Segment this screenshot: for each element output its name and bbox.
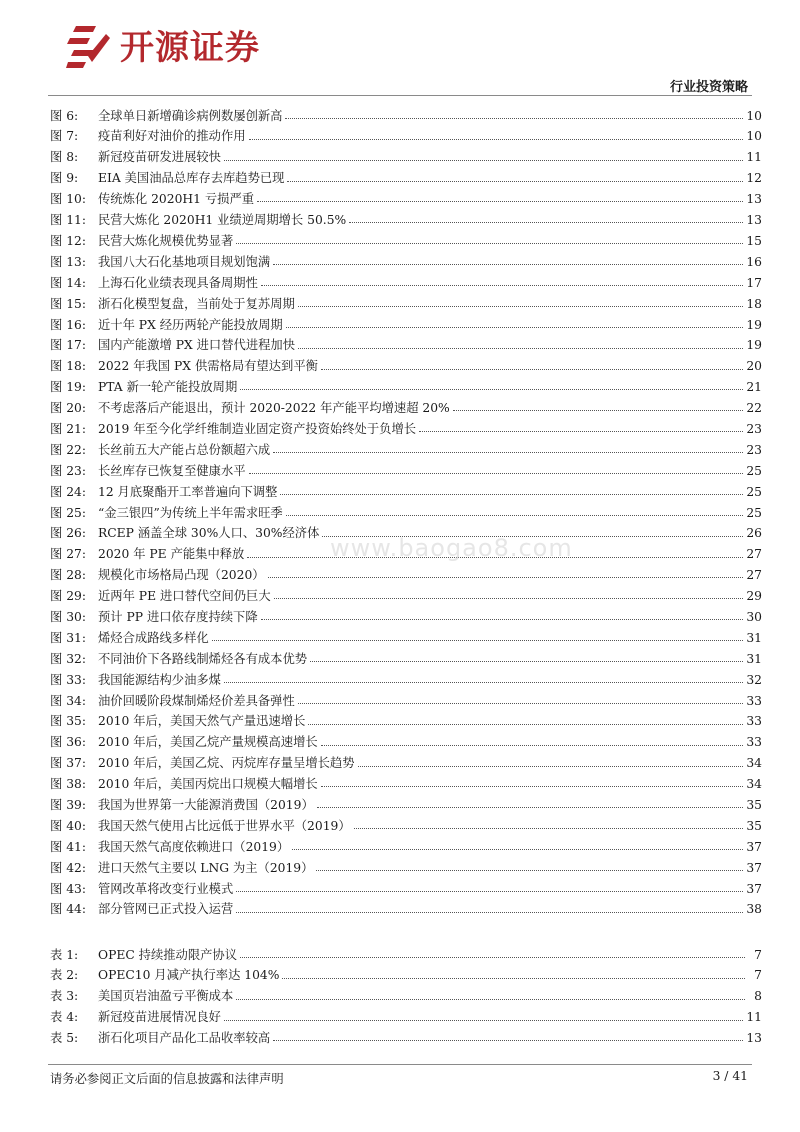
dot-leader: [287, 181, 743, 182]
entry-label: 图 22:: [50, 442, 86, 457]
entry-label: 表 2:: [50, 968, 79, 983]
figure-toc-entry[interactable]: [50, 581, 762, 602]
entry-title[interactable]: 上海石化业绩表现具备周期性: [98, 275, 258, 290]
dot-leader: [273, 264, 743, 265]
entry-title[interactable]: 烯烃合成路线多样化: [98, 630, 209, 645]
entry-label: 图 44:: [50, 902, 86, 917]
brand-name: 开源证券: [120, 28, 260, 68]
entry-page-number[interactable]: 33: [746, 735, 762, 750]
dot-leader: [282, 978, 745, 979]
figure-list: [50, 101, 762, 916]
entry-label: 图 6:: [50, 108, 79, 123]
entry-label: 图 30:: [50, 609, 86, 624]
figure-toc-entry[interactable]: [50, 602, 762, 623]
page-header: [0, 0, 800, 95]
entry-label: 图 18:: [50, 359, 86, 374]
entry-page-number[interactable]: 13: [746, 1031, 762, 1046]
entry-title[interactable]: 管网改革将改变行业模式: [98, 881, 234, 896]
entry-title[interactable]: 2019 年至今化学纤维制造业固定资产投资始终处于负增长: [98, 421, 417, 436]
entry-page-number[interactable]: 37: [746, 881, 762, 896]
entry-page-number[interactable]: 8: [754, 989, 762, 1004]
entry-page-number[interactable]: 35: [746, 797, 762, 812]
entry-title[interactable]: 浙石化项目产品化工品收率较高: [98, 1031, 271, 1046]
entry-title[interactable]: PTA 新一轮产能投放周期: [98, 380, 238, 395]
entry-page-number[interactable]: 35: [746, 818, 762, 833]
logo-mark-icon: [66, 22, 110, 68]
entry-label: 图 31:: [50, 630, 86, 645]
dot-leader: [322, 536, 743, 537]
dot-leader: [257, 201, 743, 202]
figure-toc-entry[interactable]: [50, 770, 762, 791]
figure-toc-entry[interactable]: [50, 498, 762, 519]
figure-toc-entry[interactable]: [50, 164, 762, 185]
dot-leader: [354, 828, 744, 829]
entry-page-number[interactable]: 21: [746, 380, 762, 395]
entry-label: 表 1:: [50, 947, 79, 962]
figure-toc-entry[interactable]: [50, 289, 762, 310]
dot-leader: [224, 1020, 743, 1021]
dot-leader: [268, 577, 744, 578]
entry-title[interactable]: 美国页岩油盈亏平衡成本: [98, 989, 234, 1004]
dot-leader: [274, 598, 744, 599]
entry-label: 图 40:: [50, 818, 86, 833]
entry-label: 表 3:: [50, 989, 79, 1004]
dot-leader: [261, 619, 744, 620]
entry-page-number[interactable]: 26: [746, 526, 762, 541]
dot-leader: [453, 410, 744, 411]
entry-label: 图 36:: [50, 735, 86, 750]
dot-leader: [349, 222, 743, 223]
dot-leader: [298, 306, 744, 307]
entry-page-number[interactable]: 33: [746, 714, 762, 729]
entry-page-number[interactable]: 25: [746, 463, 762, 478]
entry-label: 图 23:: [50, 463, 86, 478]
dot-leader: [224, 682, 743, 683]
entry-page-number[interactable]: 11: [746, 150, 762, 165]
dot-leader: [310, 661, 743, 662]
entry-label: 图 26:: [50, 526, 86, 541]
entry-title[interactable]: 2010 年后，美国乙烷产量规模高速增长: [98, 735, 318, 750]
figure-toc-entry[interactable]: [50, 435, 762, 456]
entry-page-number[interactable]: 25: [746, 484, 762, 499]
entry-label: 图 25:: [50, 505, 86, 520]
dot-leader: [286, 327, 744, 328]
entry-label: 图 43:: [50, 881, 86, 896]
table-toc-entry[interactable]: [50, 961, 762, 982]
dot-leader: [358, 766, 744, 767]
entry-title[interactable]: 长丝前五大产能占总份额超六成: [98, 442, 271, 457]
entry-label: 表 5:: [50, 1031, 79, 1046]
figure-toc-entry[interactable]: [50, 665, 762, 686]
entry-title[interactable]: 近两年 PE 进口替代空间仍巨大: [98, 589, 271, 604]
figure-toc-entry[interactable]: [50, 874, 762, 895]
figure-toc-entry[interactable]: [50, 644, 762, 665]
entry-title[interactable]: 预计 PP 进口依存度持续下降: [98, 609, 258, 624]
entry-page-number[interactable]: 23: [746, 442, 762, 457]
figure-toc-entry[interactable]: [50, 832, 762, 853]
entry-page-number[interactable]: 7: [754, 947, 762, 962]
entry-title[interactable]: 国内产能激增 PX 进口替代进程加快: [98, 338, 296, 353]
figure-toc-entry[interactable]: [50, 749, 762, 770]
entry-label: 图 39:: [50, 797, 86, 812]
entry-title[interactable]: 新冠疫苗研发进展较快: [98, 150, 221, 165]
dot-leader: [249, 473, 744, 474]
footer-disclaimer: 请务必参阅正文后面的信息披露和法律声明: [50, 1072, 284, 1086]
entry-label: 图 14:: [50, 275, 86, 290]
entry-page-number[interactable]: 13: [746, 192, 762, 207]
header-divider: [48, 95, 752, 96]
figure-toc-entry[interactable]: [50, 373, 762, 394]
entry-title[interactable]: EIA 美国油品总库存去库趋势已现: [98, 171, 285, 186]
entry-title[interactable]: 不同油价下各路线制烯烃各有成本优势: [98, 651, 308, 666]
footer-divider: [48, 1064, 752, 1065]
entry-title[interactable]: 规模化市场格局凸现（2020）: [98, 568, 265, 583]
entry-page-number[interactable]: 31: [746, 630, 762, 645]
entry-label: 图 13:: [50, 254, 86, 269]
entry-label: 图 41:: [50, 839, 86, 854]
figure-toc-entry[interactable]: [50, 393, 762, 414]
entry-title[interactable]: 2010 年后，美国天然气产量迅速增长: [98, 714, 306, 729]
dot-leader: [292, 849, 743, 850]
dot-leader: [316, 870, 743, 871]
dot-leader: [285, 118, 743, 119]
figure-toc-entry[interactable]: [50, 707, 762, 728]
entry-label: 图 35:: [50, 714, 86, 729]
entry-label: 图 17:: [50, 338, 86, 353]
table-toc-entry[interactable]: [50, 982, 762, 1003]
entry-page-number[interactable]: 19: [746, 338, 762, 353]
entry-label: 图 19:: [50, 380, 86, 395]
entry-title[interactable]: 进口天然气主要以 LNG 为主（2019）: [98, 860, 314, 875]
figure-toc-entry[interactable]: [50, 310, 762, 331]
dot-leader: [308, 724, 743, 725]
figure-toc-entry[interactable]: [50, 477, 762, 498]
dot-leader: [240, 957, 745, 958]
entry-label: 图 37:: [50, 756, 86, 771]
entry-title[interactable]: 我国八大石化基地项目规划饱满: [98, 254, 271, 269]
figure-toc-entry[interactable]: [50, 561, 762, 582]
entry-title[interactable]: 我国天然气使用占比远低于世界水平（2019）: [98, 818, 351, 833]
entry-label: 图 10:: [50, 192, 86, 207]
entry-label: 图 32:: [50, 651, 86, 666]
entry-page-number[interactable]: 13: [746, 213, 762, 228]
entry-title[interactable]: 2020 年 PE 产能集中释放: [98, 547, 245, 562]
entry-title[interactable]: 12 月底聚酯开工率普遍向下调整: [98, 484, 278, 499]
entry-page-number[interactable]: 33: [746, 693, 762, 708]
entry-page-number[interactable]: 16: [746, 254, 762, 269]
entry-title[interactable]: 不考虑落后产能退出，预计 2020-2022 年产能平均增速超 20%: [98, 401, 450, 416]
entry-label: 图 20:: [50, 401, 86, 416]
figure-toc-entry[interactable]: [50, 101, 762, 122]
entry-page-number[interactable]: 31: [746, 651, 762, 666]
figure-toc-entry[interactable]: [50, 853, 762, 874]
figure-toc-entry[interactable]: [50, 268, 762, 289]
figure-toc-entry[interactable]: [50, 540, 762, 561]
table-list: [50, 940, 762, 1044]
entry-title[interactable]: 油价回暖阶段煤制烯烃价差具备弹性: [98, 693, 295, 708]
entry-title[interactable]: 民营大炼化规模优势显著: [98, 233, 234, 248]
figure-toc-entry[interactable]: [50, 247, 762, 268]
dot-leader: [298, 348, 743, 349]
dot-leader: [273, 452, 743, 453]
entry-label: 图 34:: [50, 693, 86, 708]
entry-title[interactable]: 浙石化模型复盘，当前处于复苏周期: [98, 296, 295, 311]
entry-title[interactable]: 近十年 PX 经历两轮产能投放周期: [98, 317, 283, 332]
document-type: 行业投资策略: [669, 80, 748, 95]
entry-title[interactable]: 新冠疫苗进展情况良好: [98, 1010, 221, 1025]
entry-title[interactable]: 部分管网已正式投入运营: [98, 902, 234, 917]
watermark: www.baogao8.com: [330, 534, 573, 562]
entry-title[interactable]: 2022 年我国 PX 供需格局有望达到平衡: [98, 359, 318, 374]
entry-title[interactable]: RCEP 涵盖全球 30%人口、30%经济体: [98, 526, 320, 541]
table-toc-entry[interactable]: [50, 1003, 762, 1024]
entry-title[interactable]: 我国能源结构少油多煤: [98, 672, 221, 687]
figure-toc-entry[interactable]: [50, 790, 762, 811]
entry-page-number[interactable]: 29: [746, 589, 762, 604]
entry-title[interactable]: 疫苗利好对油价的推动作用: [98, 129, 246, 144]
entry-label: 图 28:: [50, 568, 86, 583]
entry-title[interactable]: OPEC 持续推动限产协议: [98, 947, 238, 962]
entry-page-number[interactable]: 34: [746, 756, 762, 771]
entry-label: 图 15:: [50, 296, 86, 311]
entry-page-number[interactable]: 32: [746, 672, 762, 687]
entry-page-number[interactable]: 20: [746, 359, 762, 374]
dot-leader: [321, 745, 744, 746]
entry-page-number[interactable]: 15: [746, 233, 762, 248]
entry-page-number[interactable]: 10: [746, 108, 762, 123]
figure-toc-entry[interactable]: [50, 185, 762, 206]
entry-label: 图 11:: [50, 213, 86, 228]
dot-leader: [236, 999, 745, 1000]
table-toc-entry[interactable]: [50, 940, 762, 961]
entry-label: 图 9:: [50, 171, 79, 186]
entry-title[interactable]: 我国为世界第一大能源消费国（2019）: [98, 797, 314, 812]
figure-toc-entry[interactable]: [50, 205, 762, 226]
figure-toc-entry[interactable]: [50, 623, 762, 644]
entry-page-number[interactable]: 27: [746, 547, 762, 562]
figure-toc-entry[interactable]: [50, 519, 762, 540]
dot-leader: [249, 139, 744, 140]
entry-title[interactable]: 民营大炼化 2020H1 业绩逆周期增长 50.5%: [98, 213, 347, 228]
entry-page-number[interactable]: 22: [746, 401, 762, 416]
figure-toc-entry[interactable]: [50, 686, 762, 707]
entry-page-number[interactable]: 18: [746, 296, 762, 311]
dot-leader: [419, 431, 743, 432]
entry-label: 图 7:: [50, 129, 79, 144]
dot-leader: [261, 285, 743, 286]
table-toc-entry[interactable]: [50, 1024, 762, 1045]
dot-leader: [236, 912, 743, 913]
entry-page-number[interactable]: 30: [746, 609, 762, 624]
entry-label: 图 12:: [50, 233, 86, 248]
entry-title[interactable]: “金三银四”为传统上半年需求旺季: [98, 505, 283, 520]
entry-label: 图 16:: [50, 317, 86, 332]
dot-leader: [321, 369, 743, 370]
entry-page-number[interactable]: 17: [746, 275, 762, 290]
entry-page-number[interactable]: 37: [746, 860, 762, 875]
dot-leader: [224, 160, 743, 161]
entry-page-number[interactable]: 38: [746, 902, 762, 917]
figure-toc-entry[interactable]: [50, 143, 762, 164]
dot-leader: [317, 807, 744, 808]
entry-title[interactable]: 传统炼化 2020H1 亏损严重: [98, 192, 255, 207]
entry-label: 图 8:: [50, 150, 79, 165]
entry-label: 图 21:: [50, 421, 86, 436]
entry-page-number[interactable]: 27: [746, 568, 762, 583]
page-number: 3 / 41: [712, 1069, 748, 1083]
figure-toc-entry[interactable]: [50, 414, 762, 435]
dot-leader: [273, 1040, 743, 1041]
entry-page-number[interactable]: 11: [746, 1010, 762, 1025]
entry-label: 图 29:: [50, 589, 86, 604]
entry-page-number[interactable]: 19: [746, 317, 762, 332]
entry-page-number[interactable]: 25: [746, 505, 762, 520]
entry-page-number[interactable]: 10: [746, 129, 762, 144]
entry-label: 图 24:: [50, 484, 86, 499]
entry-page-number[interactable]: 34: [746, 777, 762, 792]
dot-leader: [247, 557, 743, 558]
entry-page-number[interactable]: 23: [746, 421, 762, 436]
entry-page-number[interactable]: 37: [746, 839, 762, 854]
entry-title[interactable]: 我国天然气高度依赖进口（2019）: [98, 839, 290, 854]
figure-toc-entry[interactable]: [50, 895, 762, 916]
entry-title[interactable]: 2010 年后，美国丙烷出口规模大幅增长: [98, 777, 318, 792]
figure-toc-entry[interactable]: [50, 811, 762, 832]
entry-title[interactable]: OPEC10 月减产执行率达 104%: [98, 968, 280, 983]
figure-toc-entry[interactable]: [50, 456, 762, 477]
company-logo: [66, 20, 260, 69]
dot-leader: [236, 891, 743, 892]
entry-title[interactable]: 全球单日新增确诊病例数屡创新高: [98, 108, 283, 123]
entry-page-number[interactable]: 7: [754, 968, 762, 983]
entry-label: 图 27:: [50, 547, 86, 562]
entry-label: 表 4:: [50, 1010, 79, 1025]
dot-leader: [236, 243, 743, 244]
entry-label: 图 33:: [50, 672, 86, 687]
figure-toc-entry[interactable]: [50, 122, 762, 143]
entry-title[interactable]: 2010 年后，美国乙烷、丙烷库存量呈增长趋势: [98, 756, 355, 771]
dot-leader: [212, 640, 744, 641]
figure-toc-entry[interactable]: [50, 352, 762, 373]
dot-leader: [240, 389, 743, 390]
entry-title[interactable]: 长丝库存已恢复至健康水平: [98, 463, 246, 478]
figure-toc-entry[interactable]: [50, 331, 762, 352]
dot-leader: [286, 515, 744, 516]
figure-toc-entry[interactable]: [50, 226, 762, 247]
figure-toc-entry[interactable]: [50, 728, 762, 749]
entry-label: 图 38:: [50, 777, 86, 792]
dot-leader: [321, 786, 744, 787]
entry-label: 图 42:: [50, 860, 86, 875]
dot-leader: [298, 703, 744, 704]
dot-leader: [280, 494, 743, 495]
entry-page-number[interactable]: 12: [746, 171, 762, 186]
